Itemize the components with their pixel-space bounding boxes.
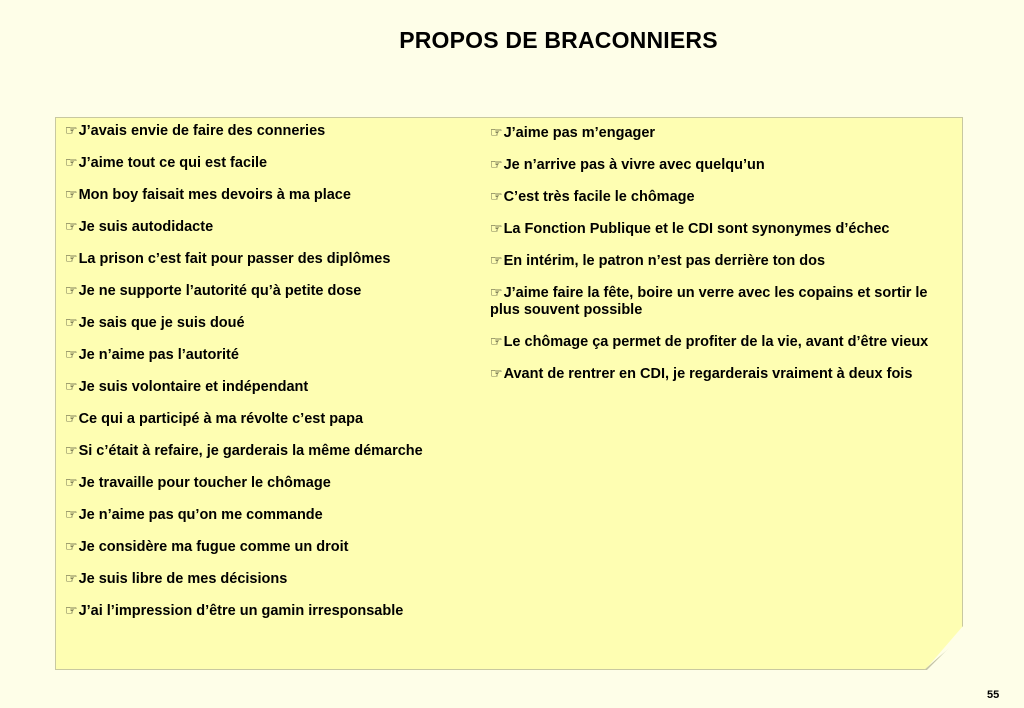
quote-item: ☞Mon boy faisait mes devoirs à ma place bbox=[65, 187, 351, 203]
pointing-hand-icon: ☞ bbox=[490, 253, 503, 269]
quote-item: ☞Je n’arrive pas à vivre avec quelqu’un bbox=[490, 157, 765, 173]
page-title: PROPOS DE BRACONNIERS bbox=[399, 27, 718, 53]
pointing-hand-icon: ☞ bbox=[65, 347, 78, 363]
pointing-hand-icon: ☞ bbox=[490, 189, 503, 205]
pointing-hand-icon: ☞ bbox=[65, 251, 78, 267]
quote-item: ☞C’est très facile le chômage bbox=[490, 189, 695, 205]
quote-item: ☞J’aime faire la fête, boire un verre avec les copains et sortir le plus souvent possible bbox=[490, 285, 928, 318]
pointing-hand-icon: ☞ bbox=[65, 443, 78, 459]
pointing-hand-icon: ☞ bbox=[65, 603, 78, 619]
quote-item: ☞Je considère ma fugue comme un droit bbox=[65, 539, 349, 555]
quote-item: ☞En intérim, le patron n’est pas derrière ton dos bbox=[490, 253, 826, 269]
pointing-hand-icon: ☞ bbox=[65, 539, 78, 555]
pointing-hand-icon: ☞ bbox=[490, 366, 503, 382]
quote-item: ☞J’aime pas m’engager bbox=[490, 125, 656, 141]
quotes-left-column bbox=[65, 123, 485, 635]
pointing-hand-icon: ☞ bbox=[65, 123, 78, 139]
quote-item: ☞Ce qui a participé à ma révolte c’est papa bbox=[65, 411, 364, 427]
pointing-hand-icon: ☞ bbox=[65, 571, 78, 587]
quote-item: ☞J’ai l’impression d’être un gamin irresponsable bbox=[65, 603, 404, 619]
pointing-hand-icon: ☞ bbox=[65, 411, 78, 427]
pointing-hand-icon: ☞ bbox=[65, 475, 78, 491]
quote-item: ☞J’avais envie de faire des conneries bbox=[65, 123, 326, 139]
quote-item: ☞Le chômage ça permet de profiter de la vie, avant d’être vieux bbox=[490, 334, 929, 350]
pointing-hand-icon: ☞ bbox=[65, 187, 78, 203]
quote-item: ☞Je n’aime pas l’autorité bbox=[65, 347, 239, 363]
quote-item: ☞Avant de rentrer en CDI, je regarderais vraiment à deux fois bbox=[490, 366, 913, 382]
pointing-hand-icon: ☞ bbox=[490, 221, 503, 237]
pointing-hand-icon: ☞ bbox=[490, 285, 503, 301]
quote-item: ☞J’aime tout ce qui est facile bbox=[65, 155, 268, 171]
quote-item: ☞Je suis libre de mes décisions bbox=[65, 571, 288, 587]
quote-item: ☞Je n’aime pas qu’on me commande bbox=[65, 507, 323, 523]
page-number: 55 bbox=[987, 689, 1000, 701]
pointing-hand-icon: ☞ bbox=[65, 283, 78, 299]
pointing-hand-icon: ☞ bbox=[65, 379, 78, 395]
quotes-right-column bbox=[490, 125, 940, 398]
quote-item: ☞La prison c’est fait pour passer des diplômes bbox=[65, 251, 391, 267]
quote-item: ☞Je suis autodidacte bbox=[65, 219, 214, 235]
pointing-hand-icon: ☞ bbox=[65, 507, 78, 523]
quote-item: ☞Je travaille pour toucher le chômage bbox=[65, 475, 331, 491]
quote-item: ☞Je sais que je suis doué bbox=[65, 315, 245, 331]
pointing-hand-icon: ☞ bbox=[65, 155, 78, 171]
pointing-hand-icon: ☞ bbox=[490, 157, 503, 173]
quote-item: ☞Je ne supporte l’autorité qu’à petite dose bbox=[65, 283, 362, 299]
quote-item: ☞Je suis volontaire et indépendant bbox=[65, 379, 309, 395]
quote-item: ☞La Fonction Publique et le CDI sont synonymes d’échec bbox=[490, 221, 890, 237]
pointing-hand-icon: ☞ bbox=[490, 125, 503, 141]
pointing-hand-icon: ☞ bbox=[65, 219, 78, 235]
pointing-hand-icon: ☞ bbox=[65, 315, 78, 331]
pointing-hand-icon: ☞ bbox=[490, 334, 503, 350]
quote-item: ☞Si c’était à refaire, je garderais la même démarche bbox=[65, 443, 423, 459]
